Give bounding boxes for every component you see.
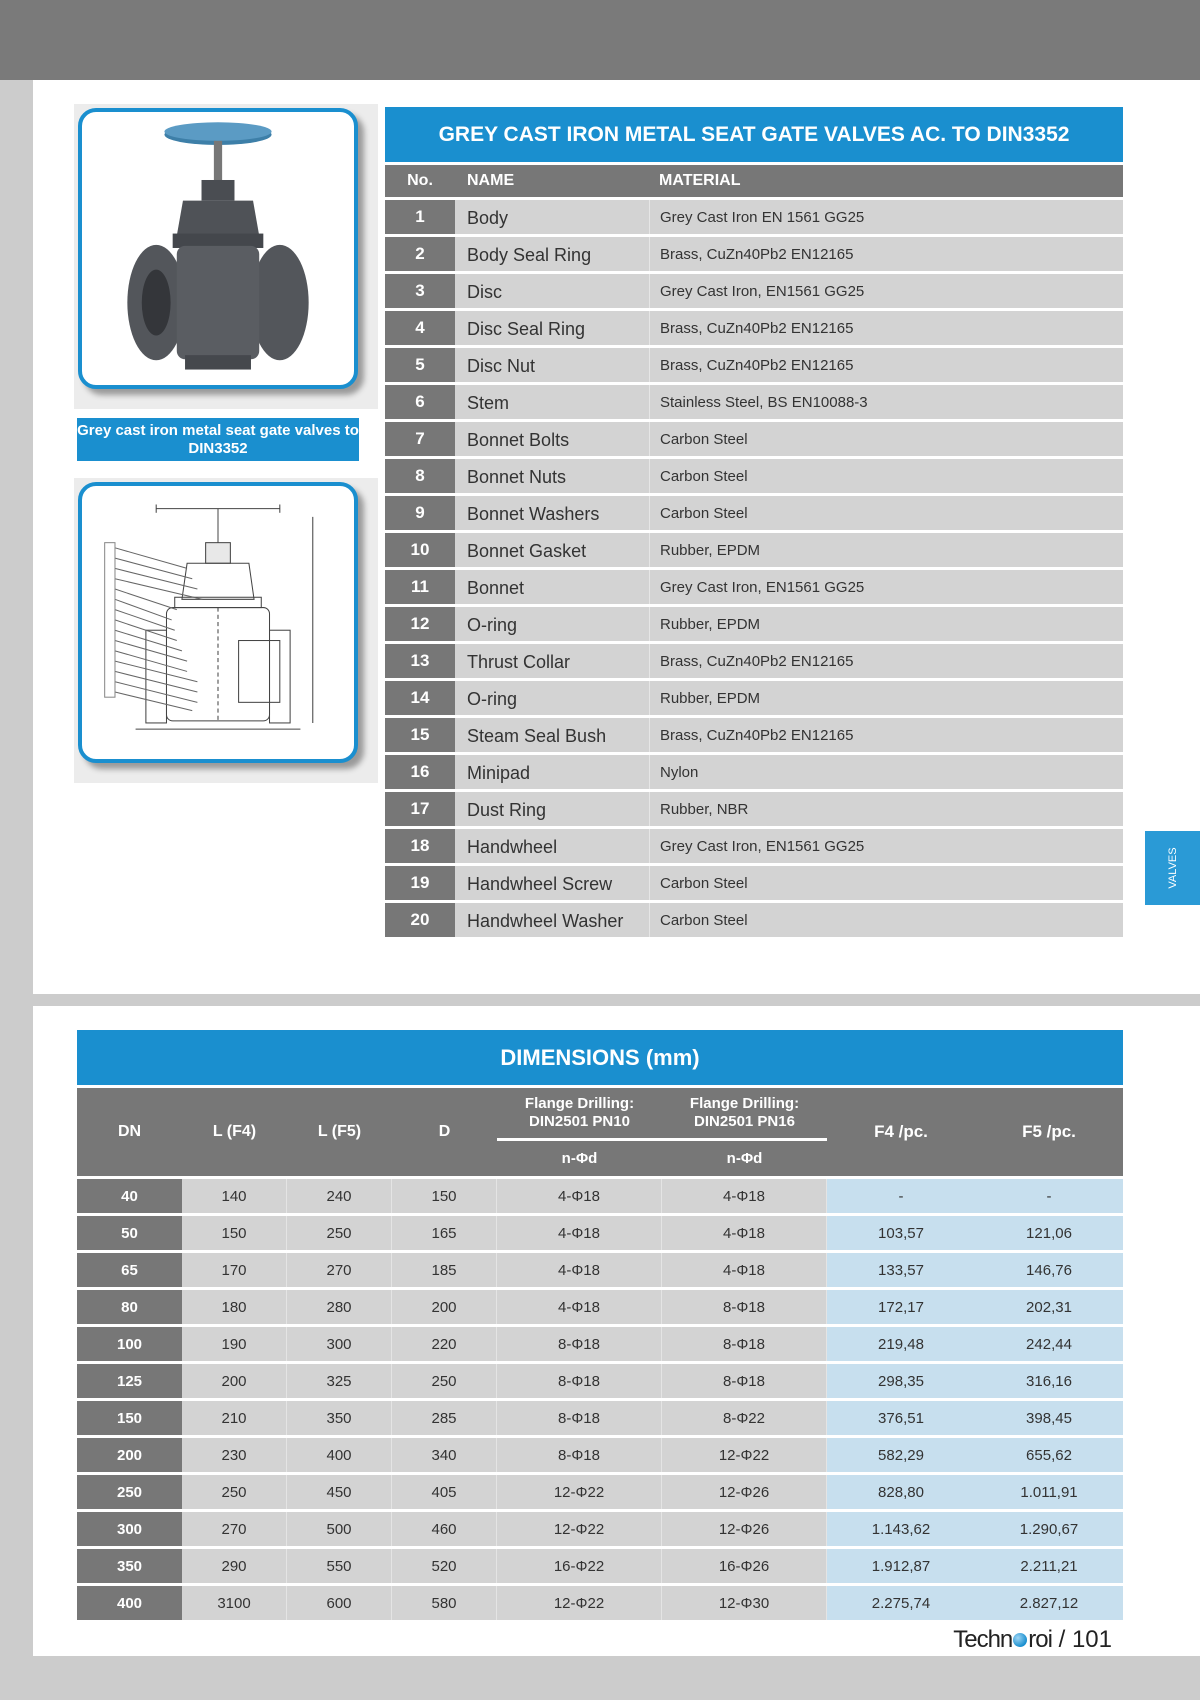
cell-l-f5: 280 <box>287 1290 392 1324</box>
cell-l-f4: 290 <box>182 1549 287 1583</box>
cell-l-f4: 270 <box>182 1512 287 1546</box>
cell-pn16: 4-Φ18 <box>662 1253 827 1287</box>
part-number: 19 <box>385 866 455 900</box>
part-number: 20 <box>385 903 455 937</box>
cell-l-f5: 400 <box>287 1438 392 1472</box>
cell-dn: 150 <box>77 1401 182 1435</box>
part-name: Bonnet Bolts <box>455 422 649 456</box>
cell-l-f5: 300 <box>287 1327 392 1361</box>
cell-f4-price: 828,80 <box>827 1475 975 1509</box>
cell-f5-price: 1.290,67 <box>975 1512 1123 1546</box>
table-row <box>77 1253 1123 1287</box>
header-d: D <box>438 1123 451 1140</box>
part-material: Grey Cast Iron EN 1561 GG25 <box>649 200 1123 234</box>
table-row <box>77 1475 1123 1509</box>
part-material: Carbon Steel <box>649 459 1123 493</box>
cell-f5-price: 655,62 <box>975 1438 1123 1472</box>
cell-l-f5: 250 <box>287 1216 392 1250</box>
header-f5-price: F5 /pc. <box>1022 1122 1076 1141</box>
cell-l-f4: 200 <box>182 1364 287 1398</box>
cell-f4-price: - <box>827 1179 975 1213</box>
table-row <box>385 200 1123 234</box>
cell-pn10: 8-Φ18 <box>497 1327 662 1361</box>
part-name: Body Seal Ring <box>455 237 649 271</box>
part-number: 11 <box>385 570 455 604</box>
table-row <box>385 681 1123 715</box>
cell-d: 250 <box>392 1364 497 1398</box>
cell-pn10: 4-Φ18 <box>497 1253 662 1287</box>
part-name: Stem <box>455 385 649 419</box>
cell-d: 580 <box>392 1586 497 1620</box>
cell-dn: 100 <box>77 1327 182 1361</box>
header-name: NAME <box>467 172 515 189</box>
cell-dn: 350 <box>77 1549 182 1583</box>
sectional-drawing <box>82 486 354 759</box>
table-row <box>77 1290 1123 1324</box>
header-flange-pn16-sub: n-Φd <box>726 1150 763 1167</box>
table-row <box>77 1512 1123 1546</box>
cell-l-f5: 550 <box>287 1549 392 1583</box>
cell-f5-price: 2.211,21 <box>975 1549 1123 1583</box>
top-bar <box>0 0 1200 80</box>
header-l-f4: L (F4) <box>212 1123 257 1140</box>
cell-f4-price: 172,17 <box>827 1290 975 1324</box>
part-name: Handwheel Washer <box>455 903 649 937</box>
cell-dn: 400 <box>77 1586 182 1620</box>
part-name: Disc Seal Ring <box>455 311 649 345</box>
part-number: 7 <box>385 422 455 456</box>
part-name: O-ring <box>455 681 649 715</box>
cell-dn: 300 <box>77 1512 182 1546</box>
part-material: Brass, CuZn40Pb2 EN12165 <box>649 311 1123 345</box>
cell-pn10: 12-Φ22 <box>497 1512 662 1546</box>
cell-dn: 50 <box>77 1216 182 1250</box>
dimensions-table-header <box>77 1088 1123 1176</box>
part-number: 14 <box>385 681 455 715</box>
cell-d: 185 <box>392 1253 497 1287</box>
cell-l-f4: 230 <box>182 1438 287 1472</box>
part-number: 1 <box>385 200 455 234</box>
header-dn: DN <box>117 1123 142 1140</box>
cell-d: 460 <box>392 1512 497 1546</box>
brand-logo <box>953 1626 1052 1653</box>
part-name: O-ring <box>455 607 649 641</box>
cell-d: 220 <box>392 1327 497 1361</box>
page-number: 101 <box>1071 1626 1112 1653</box>
parts-table-header <box>385 165 1123 197</box>
part-number: 13 <box>385 644 455 678</box>
header-flange-pn10-sub: n-Φd <box>561 1150 598 1167</box>
table-row <box>385 866 1123 900</box>
part-name: Minipad <box>455 755 649 789</box>
cell-d: 340 <box>392 1438 497 1472</box>
table-row <box>77 1401 1123 1435</box>
side-tab-label: VALVES <box>1166 847 1179 889</box>
cell-pn16: 16-Φ26 <box>662 1549 827 1583</box>
cell-dn: 200 <box>77 1438 182 1472</box>
parts-table-title: GREY CAST IRON METAL SEAT GATE VALVES AC. TO DIN3352 <box>385 107 1123 162</box>
header-f4-price: F4 /pc. <box>874 1122 928 1141</box>
part-material: Rubber, EPDM <box>649 533 1123 567</box>
part-number: 4 <box>385 311 455 345</box>
cell-d: 200 <box>392 1290 497 1324</box>
part-material: Stainless Steel, BS EN10088-3 <box>649 385 1123 419</box>
part-name: Disc <box>455 274 649 308</box>
cell-pn10: 16-Φ22 <box>497 1549 662 1583</box>
cell-l-f4: 180 <box>182 1290 287 1324</box>
part-material: Rubber, NBR <box>649 792 1123 826</box>
cell-l-f5: 325 <box>287 1364 392 1398</box>
table-row <box>385 718 1123 752</box>
valve-technical-drawing <box>74 478 378 783</box>
part-name: Handwheel Screw <box>455 866 649 900</box>
table-row <box>385 533 1123 567</box>
cell-d: 405 <box>392 1475 497 1509</box>
cell-l-f5: 450 <box>287 1475 392 1509</box>
table-row <box>385 311 1123 345</box>
cell-f4-price: 1.912,87 <box>827 1549 975 1583</box>
cell-f4-price: 103,57 <box>827 1216 975 1250</box>
cell-l-f5: 270 <box>287 1253 392 1287</box>
part-number: 18 <box>385 829 455 863</box>
part-material: Carbon Steel <box>649 866 1123 900</box>
cell-pn16: 4-Φ18 <box>662 1179 827 1213</box>
cell-pn10: 4-Φ18 <box>497 1290 662 1324</box>
cell-l-f4: 190 <box>182 1327 287 1361</box>
part-material: Grey Cast Iron, EN1561 GG25 <box>649 829 1123 863</box>
part-number: 12 <box>385 607 455 641</box>
parts-table-body <box>385 200 1123 937</box>
part-name: Body <box>455 200 649 234</box>
table-row <box>77 1327 1123 1361</box>
cell-d: 150 <box>392 1179 497 1213</box>
cell-dn: 250 <box>77 1475 182 1509</box>
cell-pn16: 12-Φ30 <box>662 1586 827 1620</box>
cell-l-f4: 170 <box>182 1253 287 1287</box>
cell-dn: 40 <box>77 1179 182 1213</box>
table-row <box>77 1179 1123 1213</box>
cell-dn: 65 <box>77 1253 182 1287</box>
parts-table <box>385 107 1123 937</box>
footer-separator: / <box>1051 1626 1072 1653</box>
table-row <box>385 829 1123 863</box>
table-row <box>77 1216 1123 1250</box>
table-row <box>385 903 1123 937</box>
part-name: Bonnet Nuts <box>455 459 649 493</box>
part-material: Brass, CuZn40Pb2 EN12165 <box>649 237 1123 271</box>
cell-f4-price: 298,35 <box>827 1364 975 1398</box>
cell-pn16: 12-Φ26 <box>662 1475 827 1509</box>
side-tab-valves[interactable] <box>1145 831 1200 905</box>
cell-f4-price: 1.143,62 <box>827 1512 975 1546</box>
table-row <box>385 385 1123 419</box>
cell-dn: 125 <box>77 1364 182 1398</box>
cell-l-f5: 350 <box>287 1401 392 1435</box>
dimensions-table-title: DIMENSIONS (mm) <box>77 1030 1123 1085</box>
header-l-f5: L (F5) <box>317 1123 362 1140</box>
cell-f5-price: 121,06 <box>975 1216 1123 1250</box>
header-flange-pn10 <box>497 1088 662 1176</box>
cell-l-f4: 250 <box>182 1475 287 1509</box>
table-row <box>385 422 1123 456</box>
cell-pn10: 12-Φ22 <box>497 1586 662 1620</box>
part-name: Bonnet Gasket <box>455 533 649 567</box>
part-material: Carbon Steel <box>649 496 1123 530</box>
part-number: 2 <box>385 237 455 271</box>
part-number: 5 <box>385 348 455 382</box>
cell-d: 520 <box>392 1549 497 1583</box>
cell-pn10: 4-Φ18 <box>497 1179 662 1213</box>
header-flange-pn16 <box>662 1088 827 1176</box>
table-row <box>385 644 1123 678</box>
cell-pn10: 4-Φ18 <box>497 1216 662 1250</box>
cell-l-f5: 600 <box>287 1586 392 1620</box>
cell-pn10: 8-Φ18 <box>497 1438 662 1472</box>
cell-dn: 80 <box>77 1290 182 1324</box>
cell-f5-price: 316,16 <box>975 1364 1123 1398</box>
cell-pn16: 4-Φ18 <box>662 1216 827 1250</box>
cell-f5-price: 398,45 <box>975 1401 1123 1435</box>
part-material: Rubber, EPDM <box>649 681 1123 715</box>
cell-d: 165 <box>392 1216 497 1250</box>
table-row <box>77 1586 1123 1620</box>
table-row <box>385 607 1123 641</box>
table-row <box>385 496 1123 530</box>
part-material: Brass, CuZn40Pb2 EN12165 <box>649 718 1123 752</box>
part-number: 15 <box>385 718 455 752</box>
part-material: Rubber, EPDM <box>649 607 1123 641</box>
part-number: 3 <box>385 274 455 308</box>
part-name: Disc Nut <box>455 348 649 382</box>
cell-f4-price: 133,57 <box>827 1253 975 1287</box>
cell-pn10: 8-Φ18 <box>497 1401 662 1435</box>
brand-globe-icon <box>1013 1633 1027 1647</box>
cell-f4-price: 582,29 <box>827 1438 975 1472</box>
header-flange-pn10-title: Flange Drilling: DIN2501 PN10 <box>497 1088 662 1141</box>
cell-f4-price: 219,48 <box>827 1327 975 1361</box>
cell-f5-price: 202,31 <box>975 1290 1123 1324</box>
cell-f5-price: 242,44 <box>975 1327 1123 1361</box>
cell-f4-price: 376,51 <box>827 1401 975 1435</box>
cell-pn16: 12-Φ22 <box>662 1438 827 1472</box>
part-number: 10 <box>385 533 455 567</box>
cell-l-f4: 210 <box>182 1401 287 1435</box>
cell-d: 285 <box>392 1401 497 1435</box>
dimensions-table <box>77 1030 1123 1620</box>
cell-pn10: 12-Φ22 <box>497 1475 662 1509</box>
table-row <box>385 237 1123 271</box>
part-name: Thrust Collar <box>455 644 649 678</box>
part-number: 16 <box>385 755 455 789</box>
table-row <box>385 274 1123 308</box>
table-row <box>77 1549 1123 1583</box>
cell-l-f5: 240 <box>287 1179 392 1213</box>
photo-caption: Grey cast iron metal seat gate valves to DIN3352 <box>77 418 359 461</box>
cell-pn16: 8-Φ18 <box>662 1290 827 1324</box>
dimensions-table-body <box>77 1179 1123 1620</box>
cell-f4-price: 2.275,74 <box>827 1586 975 1620</box>
part-name: Bonnet <box>455 570 649 604</box>
part-number: 9 <box>385 496 455 530</box>
cell-l-f5: 500 <box>287 1512 392 1546</box>
header-flange-pn16-title: Flange Drilling: DIN2501 PN16 <box>662 1088 827 1141</box>
part-material: Brass, CuZn40Pb2 EN12165 <box>649 348 1123 382</box>
gate-valve-illustration <box>82 112 354 385</box>
table-row <box>385 348 1123 382</box>
cell-f5-price: 1.011,91 <box>975 1475 1123 1509</box>
part-name: Dust Ring <box>455 792 649 826</box>
part-material: Grey Cast Iron, EN1561 GG25 <box>649 274 1123 308</box>
valve-photo <box>74 104 378 409</box>
part-name: Bonnet Washers <box>455 496 649 530</box>
table-row <box>385 755 1123 789</box>
part-material: Nylon <box>649 755 1123 789</box>
part-number: 17 <box>385 792 455 826</box>
brand-text-start: Techn <box>953 1626 1013 1653</box>
cell-f5-price: 2.827,12 <box>975 1586 1123 1620</box>
brand-text-end: roi <box>1028 1626 1052 1653</box>
part-number: 6 <box>385 385 455 419</box>
part-name: Steam Seal Bush <box>455 718 649 752</box>
header-material: MATERIAL <box>659 172 741 189</box>
part-name: Handwheel <box>455 829 649 863</box>
cell-pn16: 8-Φ18 <box>662 1327 827 1361</box>
cell-l-f4: 3100 <box>182 1586 287 1620</box>
part-material: Grey Cast Iron, EN1561 GG25 <box>649 570 1123 604</box>
cell-pn10: 8-Φ18 <box>497 1364 662 1398</box>
cell-l-f4: 140 <box>182 1179 287 1213</box>
cell-l-f4: 150 <box>182 1216 287 1250</box>
cell-pn16: 8-Φ18 <box>662 1364 827 1398</box>
cell-f5-price: - <box>975 1179 1123 1213</box>
part-number: 8 <box>385 459 455 493</box>
part-material: Brass, CuZn40Pb2 EN12165 <box>649 644 1123 678</box>
table-row <box>77 1364 1123 1398</box>
table-row <box>77 1438 1123 1472</box>
table-row <box>385 792 1123 826</box>
table-row <box>385 459 1123 493</box>
cell-f5-price: 146,76 <box>975 1253 1123 1287</box>
page-footer <box>953 1626 1112 1654</box>
part-material: Carbon Steel <box>649 903 1123 937</box>
header-no: No. <box>407 172 433 189</box>
part-material: Carbon Steel <box>649 422 1123 456</box>
cell-pn16: 12-Φ26 <box>662 1512 827 1546</box>
table-row <box>385 570 1123 604</box>
cell-pn16: 8-Φ22 <box>662 1401 827 1435</box>
